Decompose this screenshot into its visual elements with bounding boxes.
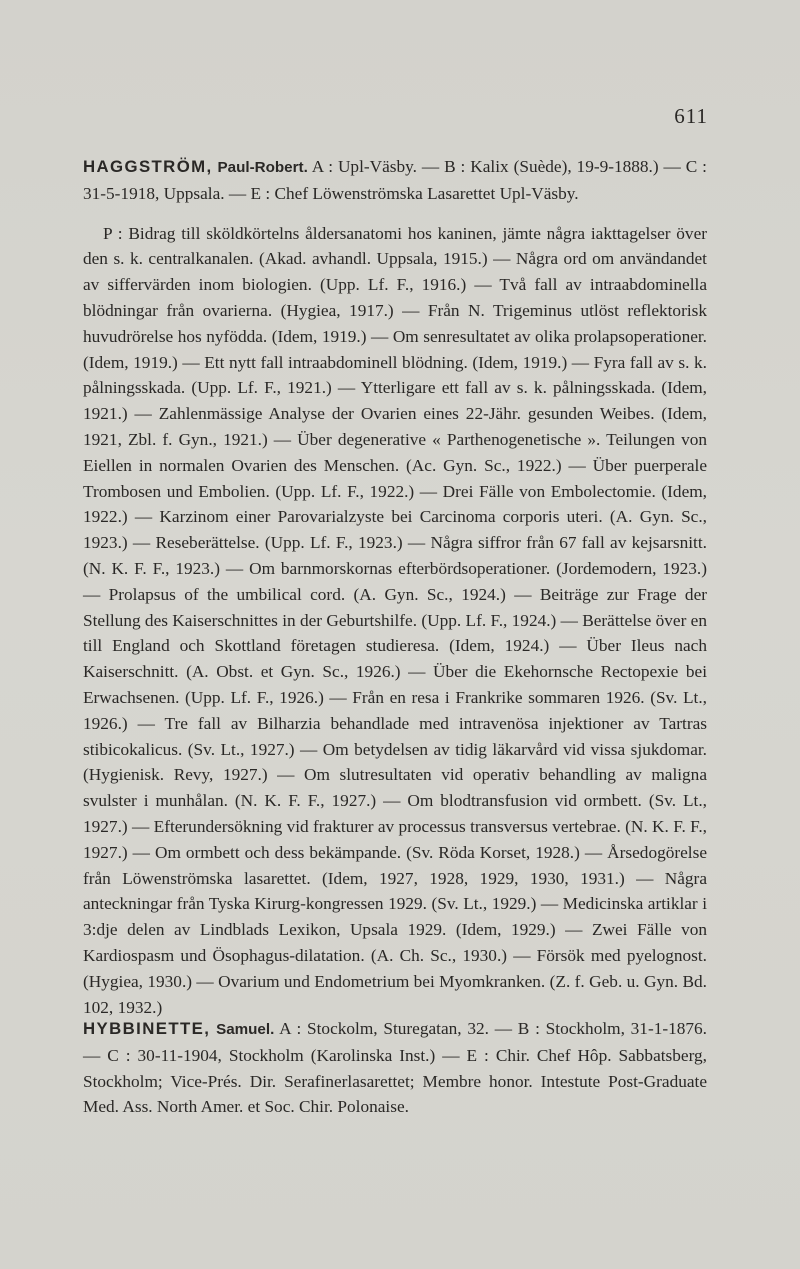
- entry-hybbinette: [83, 1016, 707, 1120]
- entry-bio: A : Stockolm, Sturegatan, 32. — B : Stockholm, 31-1-1876. — C : 30-11-1904, Stockholm (Karolinska Inst.) — E : Chir. Chef Hôp. Sabbatsberg, Stockholm; Vice-Prés. Dir. Serafinerlasarettet; Membre honor. Intestute Post-Graduate Med. Ass. North Amer. et Soc. Chir. Polonaise.: [83, 1019, 707, 1117]
- entry-surname: HAGGSTRÖM,: [83, 157, 213, 176]
- page-number: 611: [674, 104, 708, 128]
- entry-publications: P : Bidrag till sköldkörtelns åldersanatomi hos kaninen, jämte några iakttagelser över den s. k. centralkanalen. (Akad. avhandl. Uppsala, 1915.) — Några ord om användandet av siffervärden inom biologien. (Upp. Lf. F., 1916.) — Två fall av intraabdominella blödningar från ovarierna. (Hygiea, 1917.) — Från N. Trigeminus utlöst reflektorisk huvudrörelse hos nyfödda. (Idem, 1919.) — Om senresultatet av olika prolapsoperationer. (Idem, 1919.) — Ett nytt fall intraabdominell blödning. (Idem, 1919.) — Fyra fall av s. k. pålningsskada. (Upp. Lf. F., 1921.) — Ytterligare ett fall av s. k. pålningsskada. (Idem, 1921.) — Zahlenmässige Analyse der Ovarien eines 22-Jähr. gesunden Weibes. (Idem, 1921, Zbl. f. Gyn., 1921.) — Über degenerative « Parthenogenetische ». Teilungen von Eiellen in normalen Ovarien des Menschen. (Ac. Gyn. Sc., 1922.) — Über puerperale Trombosen und Embolien. (Upp. Lf. F., 1922.) — Drei Fälle von Embolectomie. (Idem, 1922.) — Karzinom einer Parovarialzyste bei Carcinoma corporis uteri. (A. Gyn. Sc., 1923.) — Reseberättelse. (Upp. Lf. F., 1923.) — Några siffror från 67 fall av kejsarsnitt. (N. K. F. F., 1923.) — Om barnmorskornas efterbördsoperationer. (Jordemodern, 1923.) — Prolapsus of the umbilical cord. (A. Gyn. Sc., 1924.) — Beiträge zur Frage der Stellung des Kaiserschnittes in der Geburtshilfe. (Upp. Lf. F., 1924.) — Berättelse över en till England och Skottland företagen studieresa. (Idem, 1924.) — Über Ileus nach Kaiserschnitt. (A. Obst. et Gyn. Sc., 1926.) — Über die Ekehornsche Rectopexie bei Erwachsenen. (Upp. Lf. F., 1926.) — Från en resa i Frankrike sommaren 1926. (Sv. Lt., 1926.) — Tre fall av Bilharzia behandlade med intravenösa injektioner av Tartras stibicokalicus. (Sv. Lt., 1927.) — Om betydelsen av tidig läkarvård vid vissa sjukdomar. (Hygienisk. Revy, 1927.) — Om slutresultaten vid operativ behandling av maligna svulster i munhålan. (N. K. F. F., 1927.) — Om blodtransfusion vid ormbett. (Sv. Lt., 1927.) — Efterundersökning vid frakturer av processus transversus vertebrae. (N. K. F. F., 1927.) — Om ormbett och dess bekämpande. (Sv. Röda Korset, 1928.) — Årsedogörelse från Löwenströmska lasarettet. (Idem, 1927, 1928, 1929, 1930, 1931.) — Några anteckningar från Tyska Kirurg-kongressen 1929. (Sv. Lt., 1929.) — Medicinska artiklar i 3:dje delen av Lindblads Lexikon, Upsala 1929. (Idem, 1929.) — Zwei Fälle von Kardiospasm und Ösophagus-dilatation. (A. Ch. Sc., 1930.) — Försök med pyelognost. (Hygiea, 1930.) — Ovarium und Endometrium bei Myomkranken. (Z. f. Geb. u. Gyn. Bd. 102, 1932.): [83, 223, 707, 1017]
- entry-given-name: Samuel.: [216, 1021, 275, 1038]
- entry-given-name: Paul-Robert.: [217, 159, 308, 176]
- entry-header: [83, 154, 707, 207]
- entry-header: [83, 1016, 707, 1120]
- entry-bio: A : Upl-Väsby. — B : Kalix (Suède), 19-9-1888.) — C : 31-5-1918, Uppsala. — E : Chef Löwenströmska Lasarettet Upl-Väsby.: [83, 157, 707, 203]
- entry-surname: HYBBINETTE,: [83, 1019, 211, 1038]
- entry-haggstrom: [83, 154, 707, 1020]
